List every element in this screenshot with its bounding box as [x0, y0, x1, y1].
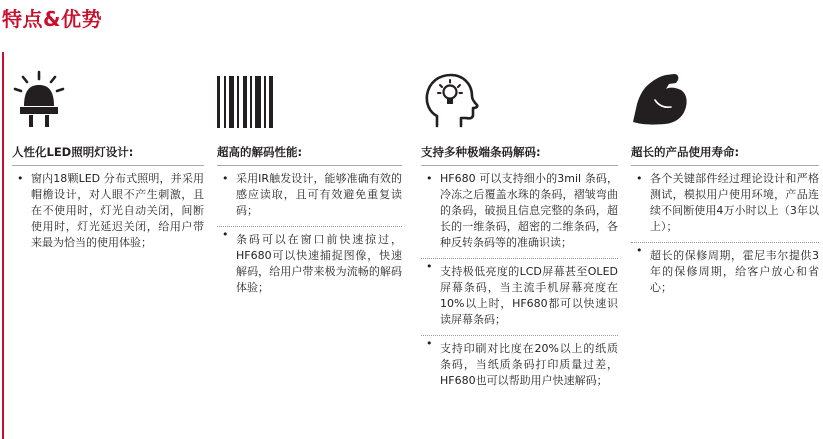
divider	[631, 165, 819, 166]
flexed-arm-icon	[631, 70, 819, 130]
divider	[12, 165, 204, 166]
feature-heading: 超高的解码性能:	[217, 145, 303, 159]
divider	[217, 165, 402, 166]
divider	[421, 165, 618, 166]
led-lamp-icon	[12, 70, 204, 130]
bullet-item: • 支持极低亮度的LCD屏幕甚至OLED 屏幕条码，当主流手机屏幕亮度在10%以上时，HF680都可以快速识读屏幕条码；	[421, 258, 618, 328]
bullet-item: • HF680 可以支持细小的3mil 条码，冷冻之后覆盖水珠的条码，褶皱弯曲的条码，破损且信息完整的条码，超长的一维条码，超密的二维条码，各种反转条码等的准确识读；	[421, 171, 618, 251]
feature-column-decoding	[217, 70, 402, 303]
bullet-item: • 各个关键部件经过理论设计和严格测试，模拟用户使用环境，产品连续不间断使用4万小时以上（3年以上）；	[631, 171, 819, 235]
bullet-item: • 支持印刷对比度在20%以上的纸质条码，当纸质条码打印质量过差，HF680也可以帮助用户快速解码；	[421, 335, 618, 389]
head-lightbulb-icon	[421, 70, 618, 130]
feature-heading: 超长的产品使用寿命:	[631, 145, 740, 159]
bullet-list	[631, 171, 819, 296]
bullet-item: • 窗内18颗LED 分布式照明，并采用帽檐设计，对人眼不产生刺激，且在不使用时，灯光自动关闭，间断使用时，灯光延迟关闭，给用户带来最为恰当的使用体验；	[12, 171, 204, 251]
bullet-item: • 超长的保修周期，霍尼韦尔提供3年的保修周期，给客户放心和省心；	[631, 242, 819, 296]
page-title: 特点&优势	[2, 7, 102, 31]
feature-heading: 人性化LED照明灯设计:	[12, 145, 134, 159]
bullet-list	[12, 171, 204, 251]
bullet-item: • 采用IR触发设计，能够准确有效的感应读取，且可有效避免重复读码；	[217, 171, 402, 219]
bullet-list	[217, 171, 402, 296]
bullet-list	[421, 171, 618, 389]
feature-heading: 支持多种极端条码解码:	[421, 145, 541, 159]
feature-column-extreme-barcodes	[421, 70, 618, 396]
feature-column-lifespan	[631, 70, 819, 303]
barcode-icon	[217, 70, 402, 130]
bullet-item: • 条码可以在窗口前快速掠过，HF680可以快速捕捉图像，快速解码，给用户带来极为流畅的解码体验；	[217, 226, 402, 296]
accent-bar	[2, 52, 4, 439]
feature-column-led	[12, 70, 204, 258]
